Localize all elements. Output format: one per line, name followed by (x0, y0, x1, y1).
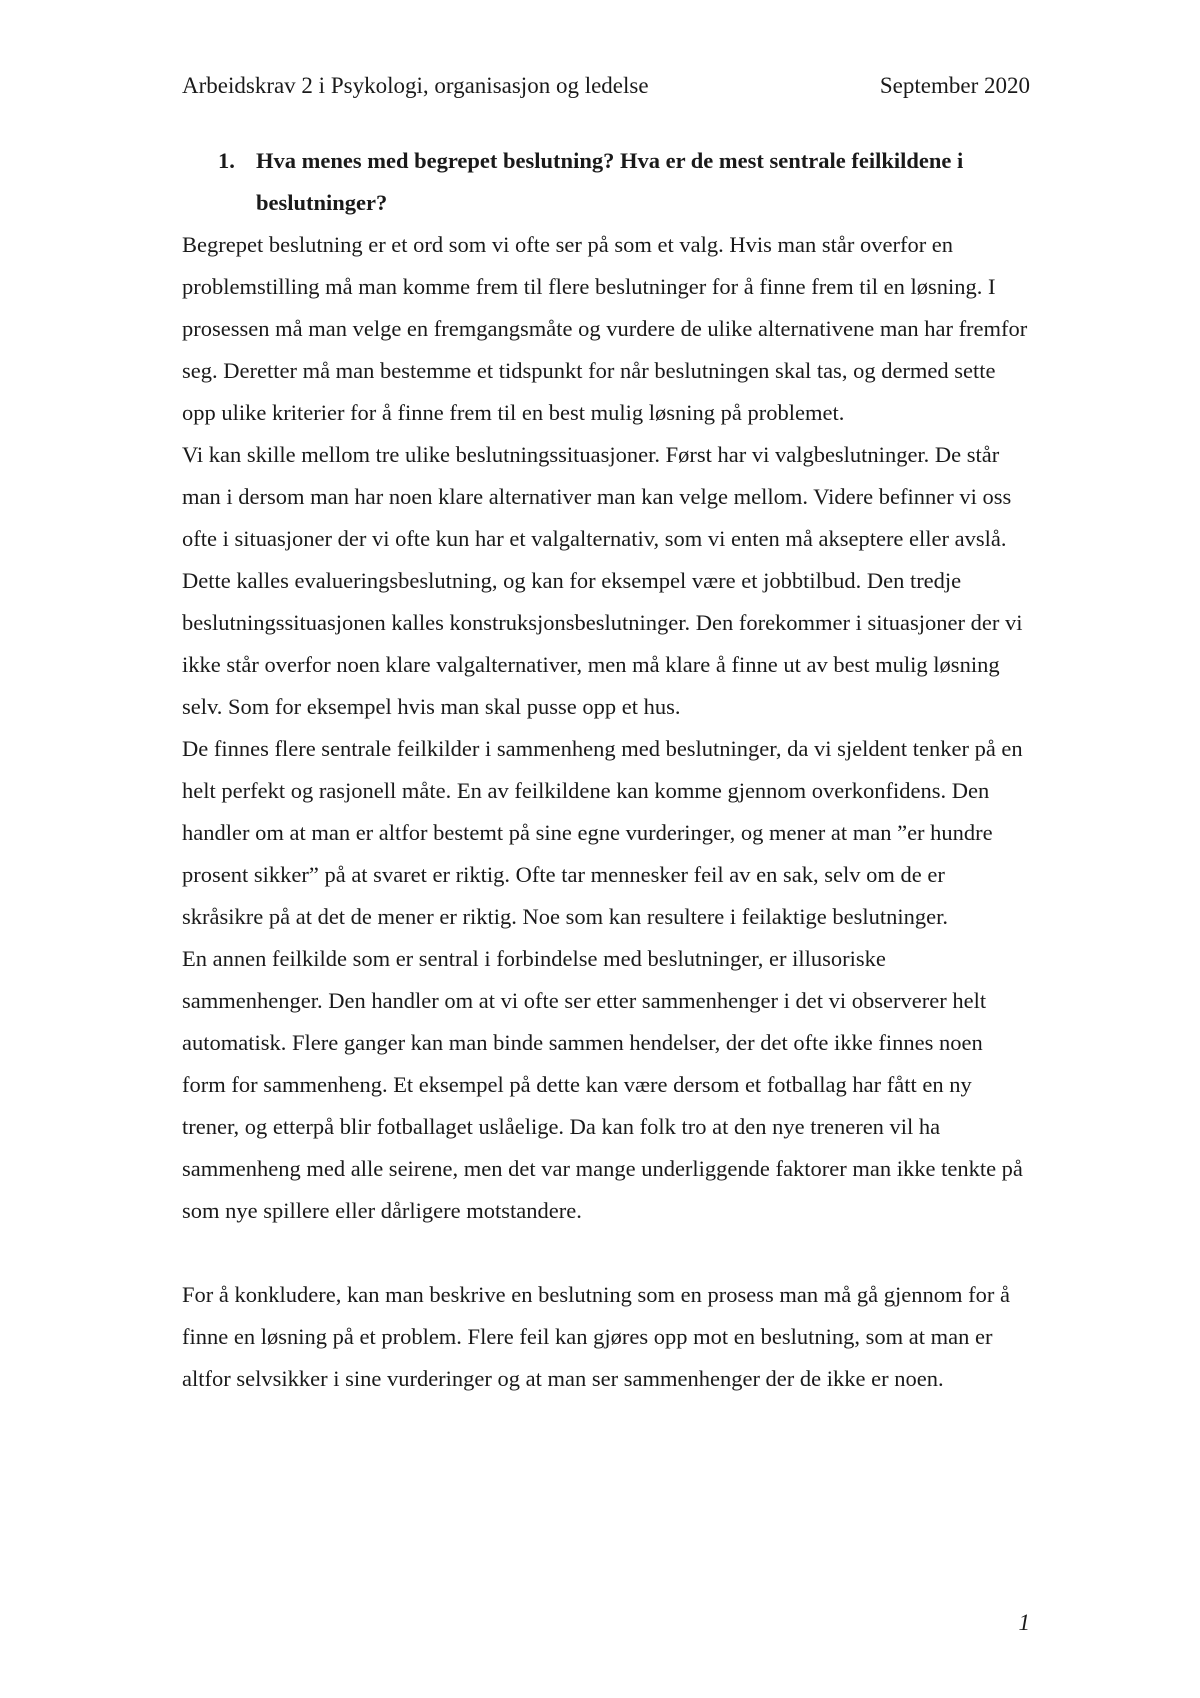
page-header (182, 70, 1030, 102)
question-number: 1. (218, 148, 235, 173)
question-heading (182, 140, 1030, 224)
page-number: 1 (1018, 1610, 1030, 1635)
paragraph-illusory-correlation: En annen feilkilde som er sentral i forbindelse med beslutninger, er illusoriske sammenhenger. Den handler om at vi ofte ser etter sammenhenger i det vi observerer helt automatisk. Flere ganger kan man binde sammen hendelser, der det ofte ikke finnes noen form for sammenheng. Et eksempel på dette kan være dersom et fotballag har fått en ny trener, og etterpå blir fotballaget uslåelige. Da kan folk tro at den nye treneren vil ha sammenheng med alle seirene, men det var mange underliggende faktorer man ikke tenkte på som nye spillere eller dårligere motstandere. (182, 946, 1023, 1223)
question-text: Hva menes med begrepet beslutning? Hva er de mest sentrale feilkildene i beslutninger? (256, 148, 964, 215)
header-title: Arbeidskrav 2 i Psykologi, organisasjon og ledelse (182, 73, 649, 98)
paragraph-spacer (182, 1232, 1030, 1274)
paragraph-overconfidence: De finnes flere sentrale feilkilder i sammenheng med beslutninger, da vi sjeldent tenker på en helt perfekt og rasjonell måte. En av feilkildene kan komme gjennom overkonfidens. Den handler om at man er altfor bestemt på sine egne vurderinger, og mener at man ”er hundre prosent sikker” på at svaret er riktig. Ofte tar mennesker feil av en sak, selv om de er skråsikre på at det de mener er riktig. Noe som kan resultere i feilaktige beslutninger. (182, 736, 1023, 929)
document-body (182, 140, 1030, 1400)
paragraph-decision-situations: Vi kan skille mellom tre ulike beslutningssituasjoner. Først har vi valgbeslutninger. De står man i dersom man har noen klare alternativer man kan velge mellom. Videre befinner vi oss ofte i situasjoner der vi ofte kun har et valgalternativ, som vi enten må akseptere eller avslå. Dette kalles evalueringsbeslutning, og kan for eksempel være et jobbtilbud. Den tredje beslutningssituasjonen kalles konstruksjonsbeslutninger. Den forekommer i situasjoner der vi ikke står overfor noen klare valgalternativer, men må klare å finne ut av best mulig løsning selv. Som for eksempel hvis man skal pusse opp et hus. (182, 442, 1023, 719)
header-date: September 2020 (879, 73, 1030, 98)
paragraph-conclusion: For å konkludere, kan man beskrive en beslutning som en prosess man må gå gjennom for å finne en løsning på et problem. Flere feil kan gjøres opp mot en beslutning, som at man er altfor selvsikker i sine vurderinger og at man ser sammenhenger der de ikke er noen. (182, 1282, 1010, 1391)
paragraph-definition: Begrepet beslutning er et ord som vi ofte ser på som et valg. Hvis man står overfor en problemstilling må man komme frem til flere beslutninger for å finne frem til en løsning. I prosessen må man velge en fremgangsmåte og vurdere de ulike alternativene man har fremfor seg. Deretter må man bestemme et tidspunkt for når beslutningen skal tas, og dermed sette opp ulike kriterier for å finne frem til en best mulig løsning på problemet. (182, 232, 1028, 425)
